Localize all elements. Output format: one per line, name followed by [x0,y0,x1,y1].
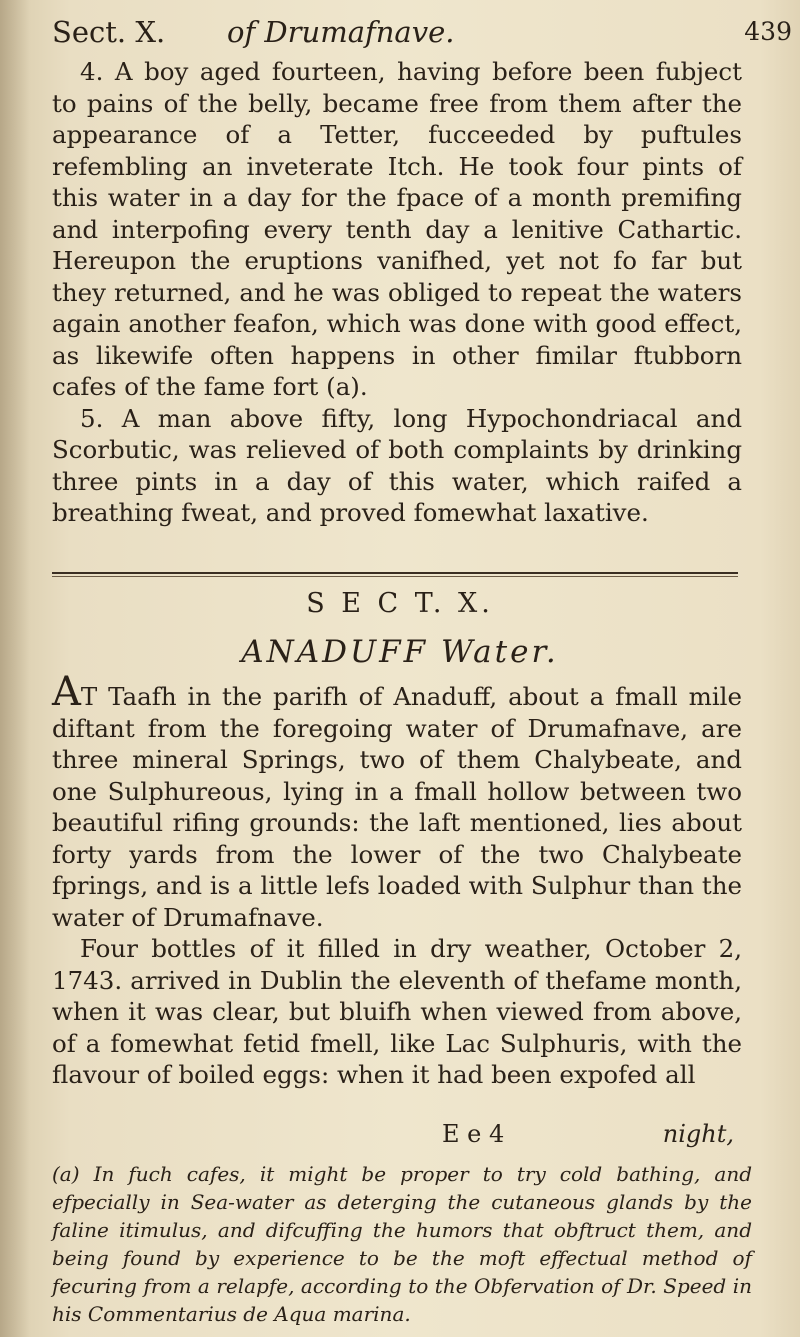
running-title: of Drumafnave. [227,15,455,49]
section-label: Sect. X. [52,15,166,49]
anaduff-paragraph-2: Four bottles of it filled in dry weather, October 2, 1743. arrived in Dublin the eleventh of thefame month, when it was clear, but bluifh when viewed from above, of a fomewhat fetid fmell, like Lac Sulphuris, with the flavour of boiled eggs: when it had been expofed all [52,934,742,1089]
drop-capital: A [52,669,81,715]
case-4-paragraph: 4. A boy aged fourteen, having before been fubject to pains of the belly, became free from them after the appearance of a Tetter, fucceeded by puftules refembling an inveterate Itch. He took four pints of this water in a day for the fpace of a month premifing and interpofing every tenth day a lenitive Cathartic. Hereupon the eruptions vanifhed, yet not fo far but they returned, and he was obliged to repeat the waters again another feafon, which was done with good effect, as likewife often happens in other fimilar ftubborn cafes of the fame fort (a). [52,57,742,401]
section-heading: S E C T. X. [306,588,494,619]
anaduff-description [52,669,742,1091]
footnote: (a) In fuch cafes, it might be proper to try cold bathing, and efpecially in Sea-water as deterging the cutaneous glands by the faline itimulus, and difcuffing the humors that obftruct them, and being found by experience to be the moft effectual method of fecuring from a relapfe, according to the Obfervation of Dr. Speed in his Commentarius de Aqua marina. [52,1162,752,1326]
section-divider [52,572,738,574]
running-header [52,10,792,54]
case-reports [52,56,742,529]
page-number: 439 [744,17,792,46]
section-subheading: ANADUFF Water. [241,634,559,670]
anaduff-paragraph-1-text: T Taafh in the parifh of Anaduff, about a fmall mile diftant from the foregoing water of Drumafnave, are three mineral Springs, two of them Chalybeate, and one Sulphureous, lying in a fmall hollow between two beautiful rifing grounds: the laft mentioned, lies about forty yards from the lower of the two Chalybeate fprings, and is a little lefs loaded with Sulphur than the water of Drumafnave. [52,682,742,932]
section-divider-thin [52,576,738,577]
catchline [52,1120,742,1152]
signature-mark: E e 4 [442,1120,505,1148]
case-5-paragraph: 5. A man above fifty, long Hypochondriacal and Scorbutic, was relieved of both complaints by drinking three pints in a day of this water, which raifed a breathing fweat, and proved fomewhat laxative. [52,403,742,527]
catchword: night, [662,1120,734,1148]
anaduff-paragraph-1 [52,669,742,933]
